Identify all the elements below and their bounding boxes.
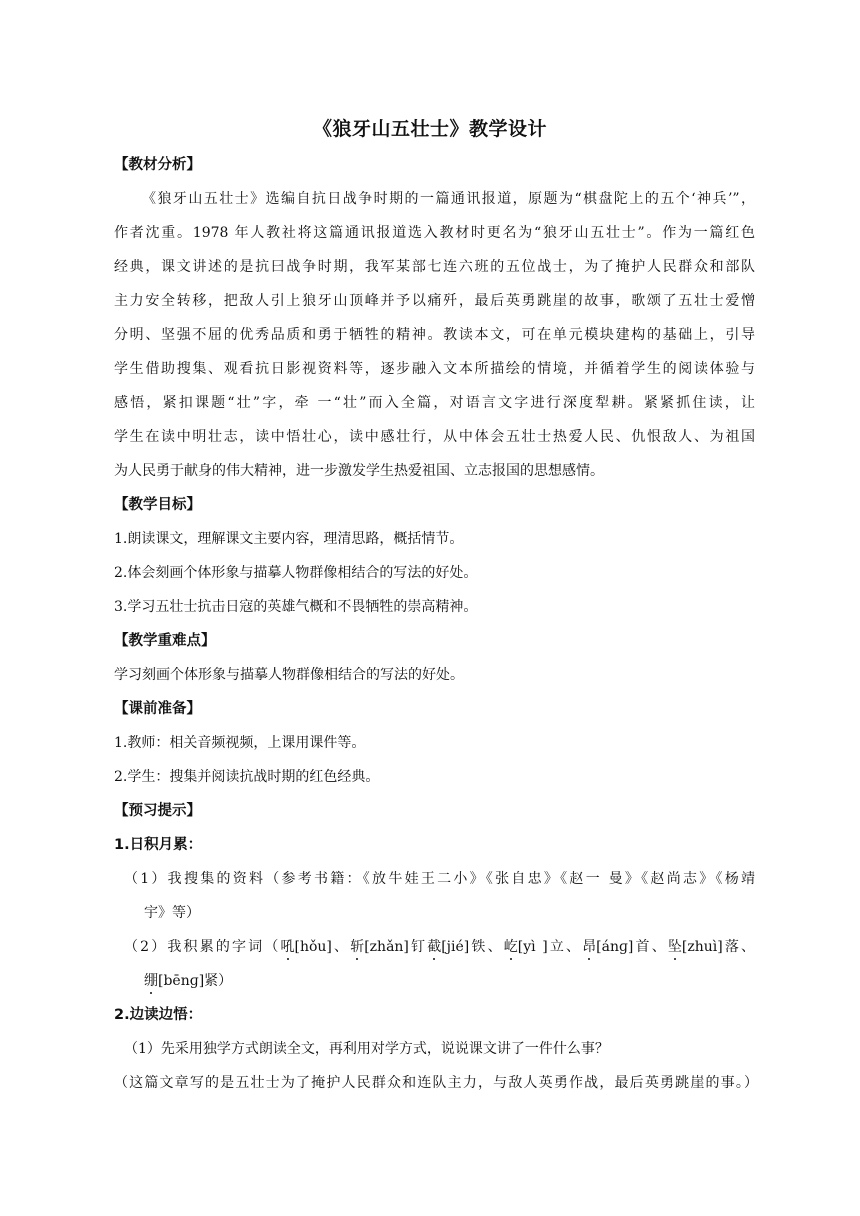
section-heading-prep: 【课前准备】 bbox=[114, 701, 201, 717]
goal-item: 2.体会刻画个体形象与描摹人物群像相结合的写法的好处。 bbox=[114, 565, 478, 581]
pinyin-text: [jié]铁、 bbox=[441, 939, 504, 955]
preview-question: （1）先采用独学方式朗读全文，再利用对学方式，说说课文讲了一件什么事？ bbox=[124, 1041, 609, 1057]
prep-item: 2.学生：搜集并阅读抗战时期的红色经典。 bbox=[114, 769, 380, 785]
material-paragraph-line: 《狼牙山五壮士》选编自抗日战争时期的一篇通讯报道，原题为“棋盘陀上的五个‘神兵’”， bbox=[142, 191, 755, 207]
pinyin-text: [hǒu]、 bbox=[294, 939, 351, 955]
dotted-character: 吼 bbox=[280, 939, 295, 955]
goal-item: 1.朗读课文，理解课文主要内容，理清思路，概括情节。 bbox=[114, 531, 464, 547]
section-heading-material: 【教材分析】 bbox=[114, 157, 201, 173]
dotted-character: 坠 bbox=[667, 939, 682, 955]
dotted-character: 屹 bbox=[503, 939, 518, 955]
material-paragraph-line: 为人民勇于献身的伟大精神，进一步激发学生热爱祖国、立志报国的思想感情。 bbox=[114, 463, 604, 479]
material-paragraph-line: 学生在读中明壮志，读中悟壮心，读中感壮行，从中体会五壮士热爱人民、仇恨敌人、为祖国 bbox=[114, 429, 755, 445]
preview-answer: （这篇文章写的是五壮士为了掩护人民群众和连队主力，与敌人英勇作战，最后英勇跳崖的事。） bbox=[114, 1075, 758, 1091]
pinyin-text: [yì ]立、 bbox=[517, 939, 583, 955]
material-paragraph-line: 感悟，紧扣课题“壮”字，牵 一“壮”而入全篇，对语言文字进行深度犁耕。紧紧抓住读，让 bbox=[114, 395, 755, 411]
material-paragraph-line: 作者沈重。1978 年人教社将这篇通讯报道选入教材时更名为“狼牙山五壮士”。作为一篇红色 bbox=[114, 225, 755, 241]
section-heading-goals: 【教学目标】 bbox=[114, 497, 201, 513]
dotted-character: 绷 bbox=[144, 973, 158, 989]
keypoints-text: 学习刻画个体形象与描摹人物群像相结合的写法的好处。 bbox=[114, 667, 464, 683]
preview-item-vocabulary-cont bbox=[144, 971, 232, 991]
preview-subheading-accumulate: 1.日积月累： bbox=[114, 837, 203, 853]
vocab-text: （2）我积累的字词（ bbox=[124, 939, 281, 955]
pinyin-text: [zhuì]落、 bbox=[681, 939, 756, 955]
dotted-character: 斩 bbox=[350, 939, 365, 955]
pinyin-text: [zhǎn]钉 bbox=[364, 939, 428, 955]
preview-item-materials-cont: 宇》等） bbox=[144, 905, 200, 921]
section-heading-keypoints: 【教学重难点】 bbox=[114, 633, 216, 649]
material-paragraph-line: 分明、坚强不屈的优秀品质和勇于牺牲的精神。教读本文，可在单元模块建构的基础上，引导 bbox=[114, 327, 755, 343]
preview-item-vocabulary bbox=[124, 937, 755, 957]
preview-subheading-read: 2.边读边悟： bbox=[114, 1007, 203, 1023]
section-heading-preview: 【预习提示】 bbox=[114, 803, 201, 819]
goal-item: 3.学习五壮士抗击日寇的英雄气概和不畏牺牲的崇高精神。 bbox=[114, 599, 478, 615]
pinyin-text: [bēnɡ]紧） bbox=[158, 973, 233, 989]
material-paragraph-line: 经典，课文讲述的是抗曰战争时期，我军某部七连六班的五位战士，为了掩护人民群众和部队 bbox=[114, 259, 755, 275]
dotted-character: 昂 bbox=[582, 939, 597, 955]
material-paragraph-line: 学生借助搜集、观看抗日影视资料等，逐步融入文本所描绘的情境，并循着学生的阅读体验与 bbox=[114, 361, 755, 377]
prep-item: 1.教师：相关音频视频，上课用课件等。 bbox=[114, 735, 366, 751]
preview-item-materials: （1）我搜集的资料（参考书籍：《放牛娃王二小》《张自忠》《赵一 曼》《赵尚志》《杨靖 bbox=[124, 871, 755, 887]
pinyin-text: [ánɡ]首、 bbox=[596, 939, 668, 955]
dotted-character: 截 bbox=[427, 939, 442, 955]
material-paragraph-line: 主力安全转移，把敌人引上狼牙山顶峰并予以痛歼，最后英勇跳崖的故事，歌颂了五壮士爱憎 bbox=[114, 293, 755, 309]
document-title: 《狼牙山五壮士》教学设计 bbox=[312, 118, 547, 140]
